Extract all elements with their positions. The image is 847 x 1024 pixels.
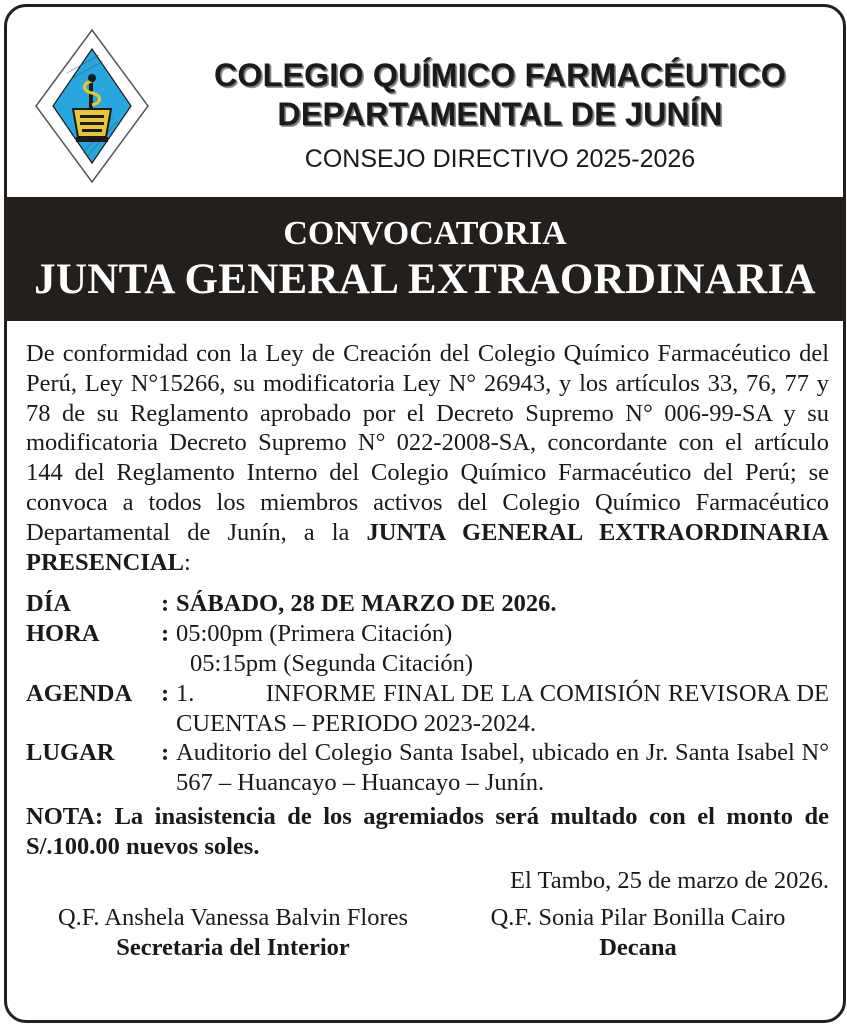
hora-label: HORA [26,620,100,648]
issue-date: El Tambo, 25 de marzo de 2026. [510,866,829,894]
signature-secretary [18,903,448,963]
intro-paragraph [26,339,829,577]
signature-dean [448,903,828,963]
dia-label: DÍA [26,590,71,618]
detail-row-lugar [26,738,829,798]
mortar-and-caduceus-emblem-icon [33,27,151,185]
detail-row-hora [26,619,829,679]
signatory-title: Decana [599,934,677,962]
assembly-title: JUNTA GENERAL EXTRAORDINARIA [34,256,816,303]
lugar-label: LUGAR [26,739,115,767]
hora-second-call: 05:15pm (Segunda Citación) [190,649,474,677]
agenda-value: 1. INFORME FINAL DE LA COMISIÓN REVISORA DE CUENTAS – PERIODO 2023-2024. [176,679,836,737]
colon: : [161,590,170,618]
intro-end-text: : [183,548,191,576]
convocatoria-heading: CONVOCATORIA [283,215,567,252]
notice-body [26,339,836,963]
agenda-label: AGENDA [26,679,133,707]
hora-first-call: 05:00pm (Primera Citación) [176,620,453,648]
title-banner [7,197,843,321]
intro-bold-text: JUNTA GENERAL EXTRAORDINARIA PRESENCIAL [26,518,829,576]
header [7,7,843,197]
colon: : [161,620,170,648]
fine-note: NOTA: La inasistencia de los agremiados será multado con el monto de S/.100.00 nuevos soles. [26,802,829,860]
meeting-details [26,589,836,798]
organization-name-line2: DEPARTAMENTAL DE JUNÍN [277,96,723,132]
dia-value: SÁBADO, 28 DE MARZO DE 2026. [176,590,557,618]
hora-values [176,619,829,679]
intro-text: De conformidad con la Ley de Creación del Colegio Químico Farmacéutico del Perú, Ley N°15266, su modificatoria Ley N° 26943, y los artículos 33, 76, 77 y 78 de su Reglamento aprobado por el Decreto Supremo N° 006-99-SA y su modificatoria Decreto Supremo N° 022-2008-SA, concordante con el artículo 144 del Reglamento Interno del Colegio Químico Farmacéutico del Perú; se convoca a todos los miembros activos del Colegio Químico Farmacéutico Departamental de Junín, a la [26,340,829,546]
colon: : [161,739,170,767]
notice-frame [4,4,846,1023]
college-logo [33,27,151,185]
organization-name-line1: COLEGIO QUÍMICO FARMACÉUTICO [214,57,786,93]
colon: : [161,679,170,707]
signatory-name: Q.F. Anshela Vanessa Balvin Flores [57,904,409,932]
signatory-title: Secretaria del Interior [116,934,350,962]
signatory-name: Q.F. Sonia Pilar Bonilla Cairo [490,904,786,932]
detail-row-agenda [26,679,836,739]
lugar-value: Auditorio del Colegio Santa Isabel, ubicado en Jr. Santa Isabel N° 567 – Huancayo – Huancayo – Junín. [176,739,829,797]
council-period: CONSEJO DIRECTIVO 2025-2026 [304,145,696,173]
detail-row-dia [26,589,829,619]
signatures [18,903,829,963]
